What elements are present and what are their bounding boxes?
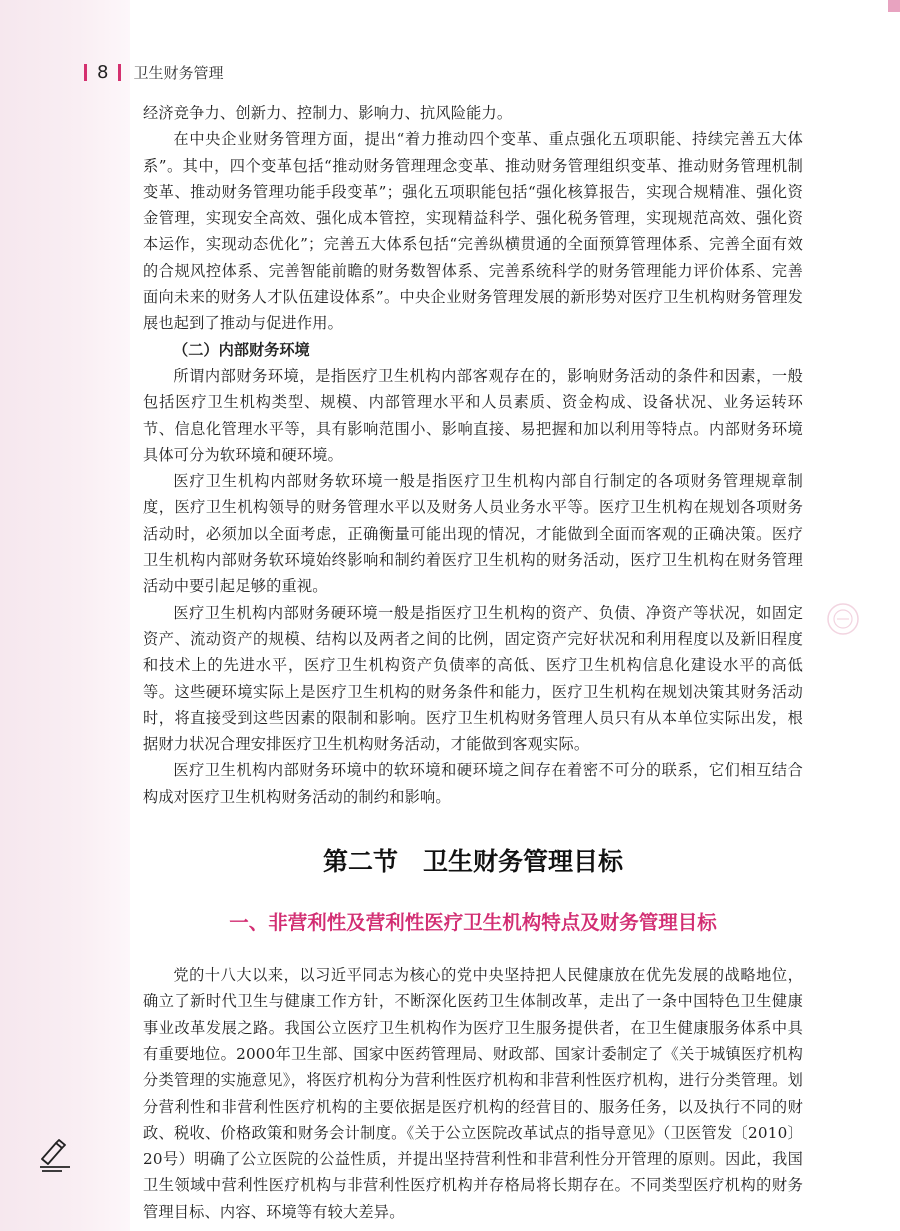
paragraph-2: 在中央企业财务管理方面，提出“着力推动四个变革、重点强化五项职能、持续完善五大体系”。其中，四个变革包括“推动财务管理理念变革、推动财务管理组织变革、推动财务管理机制变革、推动财务管理功能手段变革”；强化五项职能包括“强化核算报告，实现合规精准、强化资金管理，实现安全高效、强化成本管控，实现精益科学、强化税务管理，实现规范高效、强化资本运作，实现动态优化”；完善五大体系包括“完善纵横贯通的全面预算管理体系、完善全面有效的合规风控体系、完善智能前瞻的财务数智体系、完善系统科学的财务管理能力评价体系、完善面向未来的财务人才队伍建设体系”。中央企业财务管理发展的新形势对医疗卫生机构财务管理发展也起到了推动与促进作用。 [143,130,803,333]
book-title: 卫生财务管理 [133,64,224,82]
circle-emblem-icon [826,602,860,636]
subheading-internal-environment: （二）内部财务环境 [173,340,310,359]
running-header [84,62,223,83]
header-bar-right [118,64,121,81]
paragraph-3: 所谓内部财务环境，是指医疗卫生机构内部客观存在的，影响财务活动的条件和因素，一般包括医疗卫生机构类型、规模、内部管理水平和人员素质、资金构成、设备状况、业务运转环节、信息化管理水平等，具有影响范围小、影响直接、易把握和加以利用等特点。内部财务环境具体可分为软环境和硬环境。 [143,366,803,464]
paragraph-4: 医疗卫生机构内部财务软环境一般是指医疗卫生机构内部自行制定的各项财务管理规章制度，医疗卫生机构领导的财务管理水平以及财务人员业务水平等。医疗卫生机构在规划各项财务活动时，必须加以全面考虑，正确衡量可能出现的情况，才能做到全面而客观的正确决策。医疗卫生机构内部财务软环境始终影响和制约着医疗卫生机构的财务活动，医疗卫生机构在财务管理活动中要引起足够的重视。 [143,472,803,596]
page-margin-strip [0,0,130,1231]
page-number: 8 [97,62,109,83]
subsection-title: 一、非营利性及营利性医疗卫生机构特点及财务管理目标 [229,911,717,935]
section-title: 第二节 卫生财务管理目标 [322,847,623,877]
paragraph-1: 经济竞争力、创新力、控制力、影响力、抗风险能力。 [143,104,513,122]
header-bar-left [84,64,87,81]
page-body [143,100,803,1225]
paragraph-7: 党的十八大以来，以习近平同志为核心的党中央坚持把人民健康放在优先发展的战略地位，确立了新时代卫生与健康工作方针，不断深化医药卫生体制改革，走出了一条中国特色卫生健康事业改革发展之路。我国公立医疗卫生机构作为医疗卫生服务提供者，在卫生健康服务体系中具有重要地位。2000年卫生部、国家中医药管理局、财政部、国家计委制定了《关于城镇医疗机构分类管理的实施意见》，将医疗机构分为营利性医疗机构和非营利性医疗机构，进行分类管理。划分营利性和非营利性医疗机构的主要依据是医疗机构的经营目的、服务任务，以及执行不同的财政、税收、价格政策和财务会计制度。《关于公立医院改革试点的指导意见》（卫医管发〔2010〕20号）明确了公立医院的公益性质，并提出坚持营利性和非营利性分开管理的原则。因此，我国卫生领域中营利性医疗机构与非营利性医疗机构并存格局将长期存在。不同类型医疗机构的财务管理目标、内容、环境等有较大差异。 [143,966,803,1221]
paragraph-5: 医疗卫生机构内部财务硬环境一般是指医疗卫生机构的资产、负债、净资产等状况，如固定资产、流动资产的规模、结构以及两者之间的比例，固定资产完好状况和利用程度以及新旧程度和技术上的先进水平，医疗卫生机构资产负债率的高低、医疗卫生机构信息化建设水平的高低等。这些硬环境实际上是医疗卫生机构的财务条件和能力，医疗卫生机构在规划决策其财务活动时，将直接受到这些因素的限制和影响。医疗卫生机构财务管理人员只有从本单位实际出发，根据财力状况合理安排医疗卫生机构财务活动，才能做到客观实际。 [143,603,803,754]
corner-tab [888,0,900,12]
paragraph-6: 医疗卫生机构内部财务环境中的软环境和硬环境之间存在着密不可分的联系，它们相互结合构成对医疗卫生机构财务活动的制约和影响。 [143,761,803,806]
pen-icon [36,1137,76,1173]
